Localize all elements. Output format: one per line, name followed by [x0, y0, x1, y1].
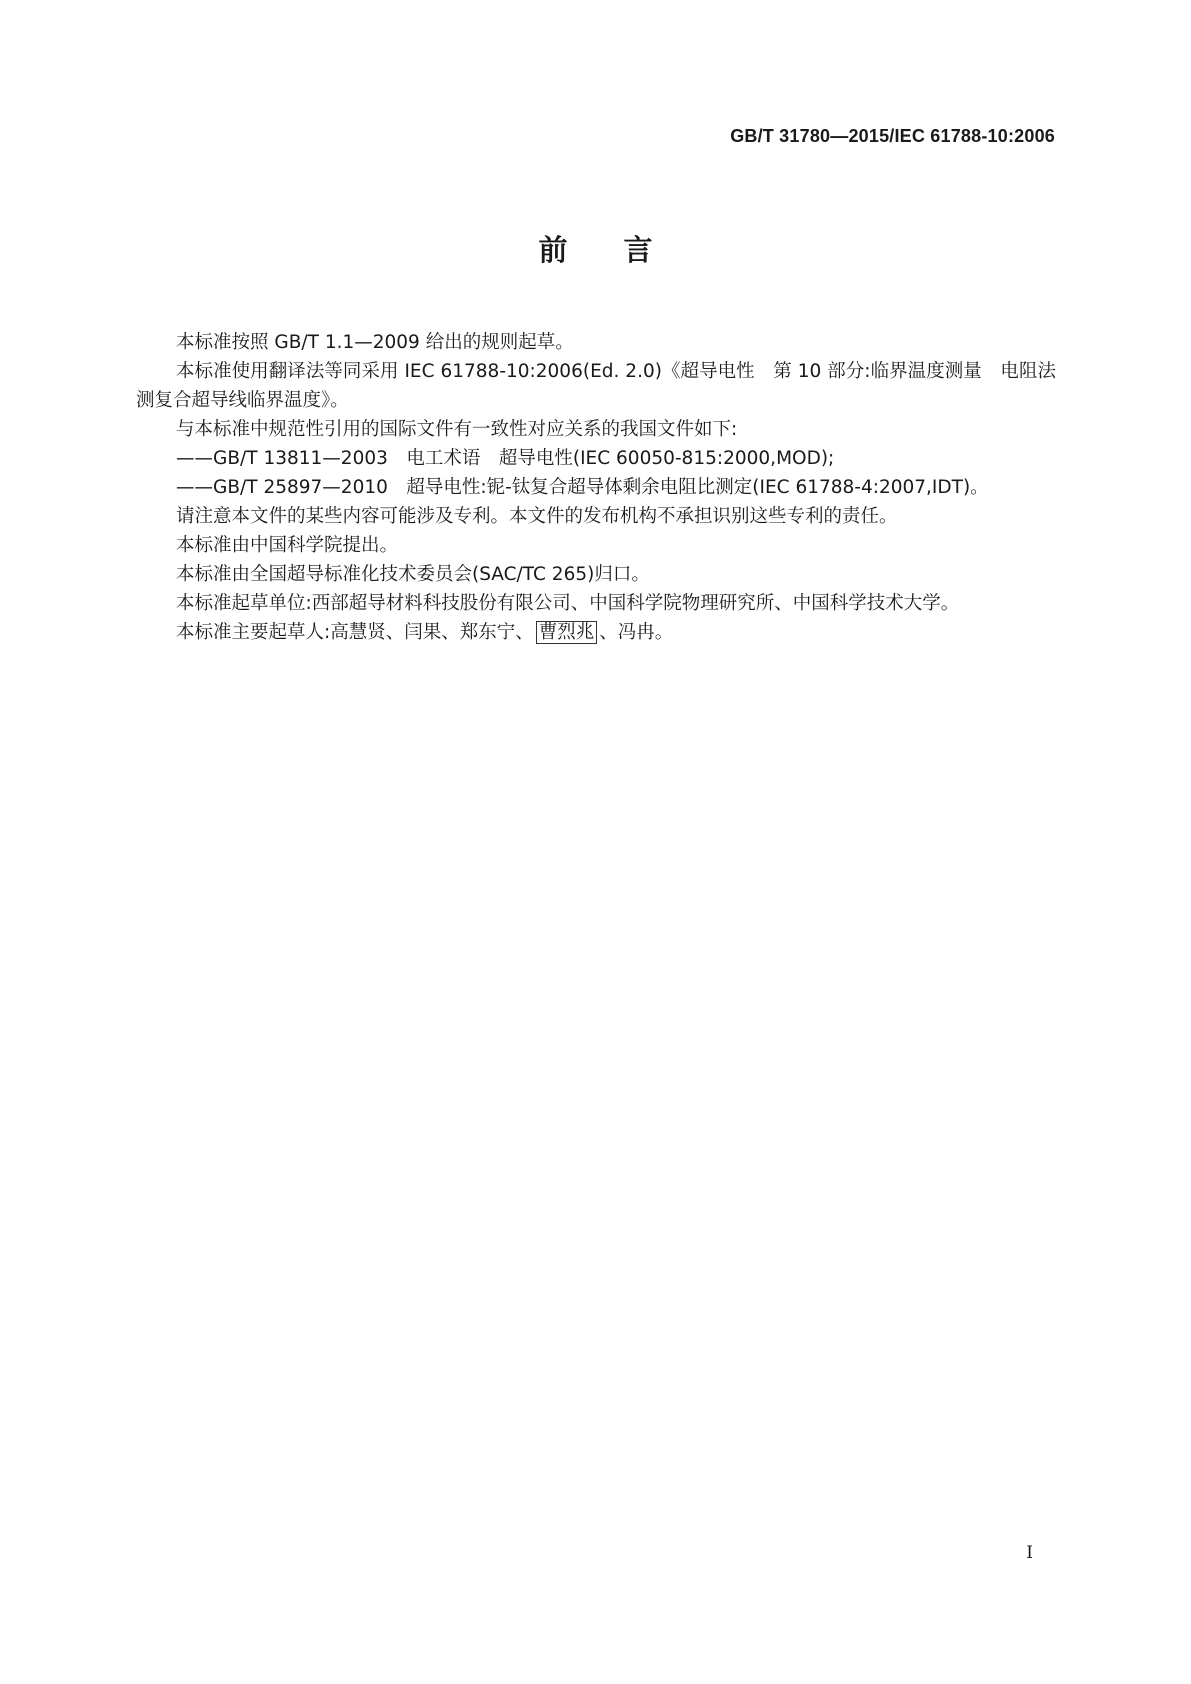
page-number: I: [1026, 1543, 1033, 1563]
paragraph-drafting-rules: 本标准按照 GB/T 1.1—2009 给出的规则起草。: [176, 332, 574, 353]
paragraph-patent-notice: 请注意本文件的某些内容可能涉及专利。本文件的发布机构不承担识别这些专利的责任。: [176, 506, 898, 527]
paragraph-responsible-committee: 本标准由全国超导标准化技术委员会(SAC/TC 265)归口。: [176, 564, 650, 585]
paragraph-drafting-units: 本标准起草单位:西部超导材料科技股份有限公司、中国科学院物理研究所、中国科学技术大学。: [176, 593, 960, 614]
reference-item-2: ——GB/T 25897—2010 超导电性:铌-钛复合超导体剩余电阻比测定(IEC 61788-4:2007,IDT)。: [176, 477, 989, 498]
drafters-list-end: 、冯冉。: [599, 622, 674, 643]
reference-item-1: ——GB/T 13811—2003 电工术语 超导电性(IEC 60050-815:2000,MOD);: [176, 448, 835, 469]
drafters-list-start: 本标准主要起草人:高慧贤、闫果、郑东宁、: [176, 622, 534, 643]
boxed-drafter-name: 曹烈兆: [536, 621, 598, 644]
foreword-body: [136, 328, 1056, 647]
paragraph-adoption: 本标准使用翻译法等同采用 IEC 61788-10:2006(Ed. 2.0)《超导电性 第 10 部分:临界温度测量 电阻法测复合超导线临界温度》。: [136, 361, 1056, 411]
paragraph-proposer: 本标准由中国科学院提出。: [176, 535, 399, 556]
paragraph-drafters: [136, 618, 1056, 647]
document-code-header: GB/T 31780—2015/IEC 61788-10:2006: [730, 126, 1055, 146]
paragraph-references-intro: 与本标准中规范性引用的国际文件有一致性对应关系的我国文件如下:: [176, 419, 738, 440]
page-title: 前言: [538, 233, 709, 267]
